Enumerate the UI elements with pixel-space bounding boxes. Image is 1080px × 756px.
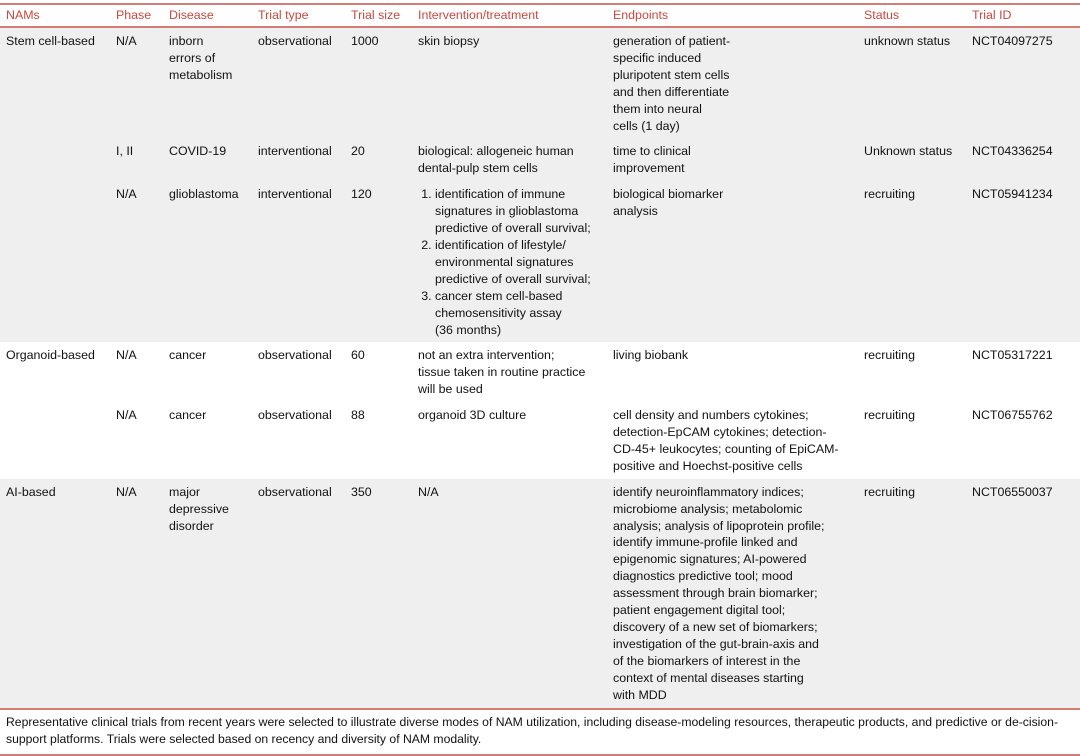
cell-trial-id: NCT04336254 — [972, 138, 1080, 181]
table-caption: Representative clinical trials from recent years were selected to illustrate diverse modes of NAM utilization, including disease-modeling resources, therapeutic products, and predictive or de-cision-support platforms. Trials were selected based on recency and diversity of NAM modality. — [0, 708, 1080, 756]
cell-trial-size: 88 — [351, 408, 365, 423]
cell-trial-type: interventional — [258, 138, 351, 181]
cell-intervention: N/A — [418, 479, 613, 708]
cell-status: unknown status — [864, 27, 972, 138]
header-disease: Disease — [169, 8, 214, 22]
cell-trial-type: observational — [258, 348, 332, 363]
cell-trial-type: observational — [258, 479, 351, 708]
table-row — [0, 479, 1080, 708]
cell-endpoints: cell density and numbers cytokines; detection-EpCAM cytokines; detection- CD-45+ leukocytes; counting of EpiCAM- positive and Hoechst-positive cells — [613, 408, 839, 473]
cell-disease: COVID-19 — [169, 138, 258, 181]
cell-trial-id: NCT05317221 — [972, 348, 1053, 363]
cell-intervention: biological: allogeneic human dental-pulp stem cells — [418, 138, 613, 181]
cell-disease: cancer — [169, 348, 207, 363]
header-trial-size: Trial size — [351, 8, 401, 22]
cell-endpoints: time to clinical improvement — [613, 138, 864, 181]
table-row — [0, 138, 1080, 181]
header-status: Status — [864, 8, 900, 22]
header-intervention: Intervention/treatment — [418, 8, 539, 22]
cell-status: Unknown status — [864, 138, 972, 181]
clinical-trials-table — [0, 3, 1080, 708]
cell-trial-type: observational — [258, 27, 351, 138]
cell-phase: N/A — [116, 181, 169, 342]
intervention-list-item: 1. identification of immune signatures in glioblastoma predictive of overall survival; — [435, 186, 613, 237]
cell-intervention: not an extra intervention; tissue taken in routine practice will be used — [418, 348, 586, 397]
header-trial-type: Trial type — [258, 8, 309, 22]
cell-endpoints: biological biomarker analysis — [613, 181, 864, 342]
header-trial-id: Trial ID — [972, 8, 1012, 22]
cell-trial-id: NCT06550037 — [972, 479, 1080, 708]
cell-status: recruiting — [864, 181, 972, 342]
cell-nams: Stem cell-based — [0, 27, 116, 138]
cell-disease: major depressive disorder — [169, 479, 258, 708]
cell-nams: AI-based — [0, 479, 116, 708]
cell-trial-id: NCT04097275 — [972, 27, 1080, 138]
cell-disease: cancer — [169, 408, 207, 423]
cell-phase: N/A — [116, 408, 137, 423]
cell-trial-id: NCT05941234 — [972, 181, 1080, 342]
cell-phase: N/A — [116, 348, 137, 363]
header-phase: Phase — [116, 8, 152, 22]
cell-intervention: skin biopsy — [418, 27, 613, 138]
cell-nams — [0, 138, 116, 181]
cell-trial-size: 60 — [351, 348, 365, 363]
intervention-list-item: 3. cancer stem cell-based chemosensitivity assay (36 months) — [435, 288, 613, 339]
cell-status: recruiting — [864, 408, 915, 423]
cell-trial-size: 120 — [351, 181, 418, 342]
cell-endpoints: living biobank — [613, 348, 689, 363]
cell-intervention — [418, 181, 613, 342]
intervention-list-item: 2. identification of lifestyle/ environmental signatures predictive of overall survival; — [435, 237, 613, 288]
header-nams: NAMs — [6, 8, 40, 22]
cell-trial-size: 20 — [351, 138, 418, 181]
cell-endpoints: identify neuroinflammatory indices; microbiome analysis; metabolomic analysis; analysis of lipoprotein profile; identify immune-profile linked and epigenomic signatures; AI-powered diagnostics predictive tool; mood assessment through brain biomarker; patient engagement digital tool; discovery of a new set of biomarkers; investigation of the gut-brain-axis and of the biomarkers of interest in the context of mental diseases starting with MDD — [613, 479, 864, 708]
cell-intervention: organoid 3D culture — [418, 408, 527, 423]
table-row — [0, 27, 1080, 138]
table-row — [0, 402, 1080, 479]
header-endpoints: Endpoints — [613, 8, 669, 22]
cell-trial-size: 350 — [351, 479, 418, 708]
cell-trial-size: 1000 — [351, 27, 418, 138]
cell-phase: N/A — [116, 479, 169, 708]
cell-disease: glioblastoma — [169, 181, 258, 342]
table-header-row — [0, 4, 1080, 27]
table-row — [0, 342, 1080, 402]
cell-nams: Organoid-based — [6, 348, 95, 363]
cell-phase: N/A — [116, 27, 169, 138]
cell-nams — [0, 402, 116, 479]
cell-trial-type: observational — [258, 408, 332, 423]
cell-trial-id: NCT06755762 — [972, 408, 1053, 423]
intervention-list — [418, 186, 613, 338]
cell-disease: inborn errors of metabolism — [169, 27, 258, 138]
cell-endpoints: generation of patient- specific induced pluripotent stem cells and then differentiate them into neural cells (1 day) — [613, 27, 864, 138]
cell-nams — [0, 181, 116, 342]
cell-status: recruiting — [864, 479, 972, 708]
cell-trial-type: interventional — [258, 181, 351, 342]
table-row — [0, 181, 1080, 342]
cell-status: recruiting — [864, 348, 915, 363]
cell-phase: I, II — [116, 138, 169, 181]
